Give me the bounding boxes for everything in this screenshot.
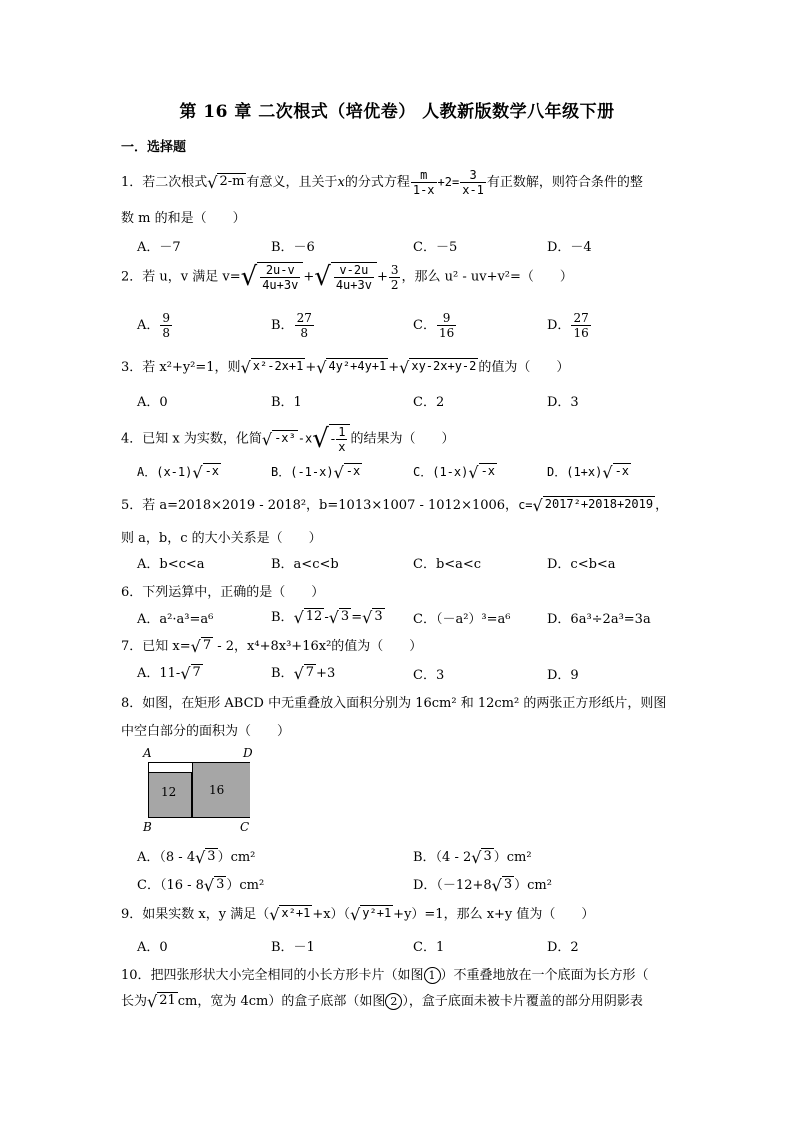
question-7-stem: [121, 635, 422, 656]
q1-fraction-2: $\frac{3}{x-1}$: [462, 168, 484, 197]
q6-option-d: D．6a³÷2a³=3a: [547, 612, 651, 627]
q4-option-b: B．(-1-x)√ -x: [271, 463, 361, 482]
question-10-stem: [121, 964, 649, 984]
q5-radical: √ 2017²+2018+2019: [532, 496, 654, 515]
q5-option-d: D．c<b<a: [547, 557, 616, 572]
q2-option-d: D． $\frac{27}{16}$: [547, 311, 589, 340]
q1-text-e: 有正数解，则符合条件的整: [486, 175, 643, 190]
circled-number-1: 1: [424, 967, 441, 984]
fig-label-b: B: [143, 820, 152, 834]
q6-option-a: A．a²·a³=a⁶: [137, 612, 214, 627]
q1-option-d: D．－4: [547, 240, 592, 255]
question-3-stem: 3．若 x²+y²=1，则√ x²-2x+1 +√ 4y²+4y+1 +√ xy-2x+y-2 的值为（ ）: [121, 358, 570, 377]
q3-option-c: C．2: [413, 395, 445, 410]
q2-option-a: A． $\frac{9}{8}$: [137, 311, 171, 340]
q4-text-a: 4．已知 x 为实数，化简: [121, 431, 262, 447]
q4-text-b: 的结果为（ ）: [350, 431, 455, 447]
square-12-label: 12: [161, 785, 177, 799]
q5-option-b: B．a<c<b: [271, 557, 339, 572]
q3-option-b: B．1: [271, 395, 302, 410]
q9-radical-2: √ y²+1: [350, 905, 392, 924]
question-1-stem: [121, 168, 643, 197]
q2-option-b: B． $\frac{27}{8}$: [271, 311, 312, 340]
q8-option-c: C．（16 - 8√ 3 ）cm²: [137, 876, 265, 895]
q9-text-c: +y）=1，那么 x+y 值为（ ）: [393, 907, 595, 922]
q1-text-d: +2=: [437, 175, 460, 189]
question-8-stem: 8．如图，在矩形 ABCD 中无重叠放入面积分别为 16cm² 和 12cm² 的两张正方形纸片，则图: [121, 696, 667, 711]
question-8-stem-line2: 中空白部分的面积为（ ）: [121, 724, 291, 739]
q10-text-b: ）不重叠地放在一个底面为长方形（: [440, 968, 649, 983]
q1-text-b: 有意义，且关于: [246, 175, 338, 190]
q7-text-b: - 2，x⁴+8x³+16x²的值为（ ）: [213, 639, 423, 654]
q7-text-a: 7．已知 x=: [121, 639, 191, 654]
q6-option-c: C．（－a²）³=a⁶: [413, 612, 511, 627]
q9-text-b: +x）（: [312, 907, 351, 922]
q9-option-c: C．1: [413, 940, 445, 955]
q2-text-a: 2．若 u，v 满足 v=: [121, 269, 241, 285]
q4-radical-2: √ - $\frac{1}{x}$: [312, 424, 350, 454]
q8-option-d: D．（－12+8√ 3 ）cm²: [413, 876, 552, 895]
q1-radical: √ 2-m: [207, 173, 245, 192]
q7-option-b: B．√ 7 +3: [271, 664, 336, 683]
question-10-stem-line2: [121, 990, 643, 1011]
q4-option-a: A．(x-1)√ -x: [137, 463, 220, 482]
q2-radical-1: √ $\frac{2u-v}{4u+3v}$: [241, 262, 304, 292]
section-heading: 一．选择题: [121, 140, 187, 155]
q7-radical: √ 7: [190, 637, 212, 656]
page-title: 第 16 章 二次根式（培优卷） 人教新版数学八年级下册: [179, 102, 615, 122]
q2-option-c: C． $\frac{9}{16}$: [413, 311, 455, 340]
q5-option-c: C．b<a<c: [413, 557, 482, 572]
q9-text-a: 9．如果实数 x，y 满足（: [121, 907, 270, 922]
question-4-stem: 4．已知 x 为实数，化简√ -x³ -x√ - $\frac{1}{x}$ 的结果为（ ）: [121, 424, 455, 454]
q10-text-d: cm，宽为 4cm）的盒子底部（如图: [177, 994, 386, 1009]
q7-option-a: A．11-√ 7: [137, 664, 201, 683]
q1-text-a: 1．若二次根式: [121, 175, 208, 190]
question-2-stem: 2．若 u，v 满足 v=√ $\frac{2u-v}{4u+3v}$ +√ $\frac{v-2u}{4u+3v}$ + $\frac{3}{2}$ ，那么 u² - uv+v²=（ ）: [121, 262, 573, 292]
q10-radical: √ 21: [147, 992, 176, 1011]
q7-option-d: D．9: [547, 668, 579, 683]
q1-text-c: 的分式方程: [344, 175, 410, 190]
q3-text-b: 的值为（ ）: [478, 360, 570, 375]
q8-option-a: A．（8 - 4√ 3 ）cm²: [137, 848, 256, 867]
q5-text-a: 5．若 a=2018×2019 - 2018²，b=1013×1007 - 1012×1006，: [121, 498, 519, 513]
q1-option-a: A．－7: [137, 240, 181, 255]
blank-strip: [149, 763, 192, 772]
question-5-stem: 5．若 a=2018×2019 - 2018²，b=1013×1007 - 1012×1006，c=√ 2017²+2018+2019 ，: [121, 496, 669, 515]
q3-radical-2: √ 4y²+4y+1: [316, 358, 387, 377]
q3-option-d: D．3: [547, 395, 579, 410]
square-16-label: 16: [209, 783, 225, 797]
q4-radical-1: √ -x³: [261, 429, 296, 449]
q9-option-a: A．0: [137, 940, 168, 955]
question-5-stem-line2: 则 a，b，c 的大小关系是（ ）: [121, 531, 322, 546]
q5-option-a: A．b<c<a: [137, 557, 205, 572]
q8-option-b: B．（4 - 2√ 3 ）cm²: [413, 848, 532, 867]
question-6-stem: 6．下列运算中，正确的是（ ）: [121, 585, 325, 600]
q2-text-b: ，那么 u² - uv+v²=（ ）: [401, 269, 573, 285]
fig-label-a: A: [143, 746, 152, 760]
q4-option-d: D．(1+x)√ -x: [547, 463, 630, 482]
q10-text-c: 长为: [121, 994, 148, 1009]
circled-number-2: 2: [385, 993, 402, 1010]
rectangle-figure: [148, 762, 250, 818]
q1-option-b: B．－6: [271, 240, 315, 255]
q10-text-a: 10．把四张形状大小完全相同的小长方形卡片（如图: [121, 968, 424, 983]
q1-option-c: C．－5: [413, 240, 458, 255]
fig-label-d: D: [243, 746, 253, 760]
q3-radical-3: √ xy-2x+y-2: [399, 358, 477, 377]
q7-option-c: C．3: [413, 668, 445, 683]
question-1-stem-line2: 数 m 的和是（ ）: [121, 211, 246, 226]
q3-text-a: 3．若 x²+y²=1，则: [121, 360, 241, 375]
fig-label-c: C: [240, 820, 250, 834]
q10-text-e: ），盒子底面未被卡片覆盖的部分用阴影表: [402, 994, 643, 1009]
q6-option-b: B．√ 12 -√ 3 =√ 3: [271, 608, 383, 627]
q9-radical-1: √ x²+1: [269, 905, 311, 924]
q3-option-a: A．0: [137, 395, 168, 410]
q4-option-c: C．(1-x)√ -x: [413, 463, 496, 482]
q1-var: x: [337, 175, 345, 190]
q9-option-b: B．－1: [271, 940, 315, 955]
q2-radical-2: √ $\frac{v-2u}{4u+3v}$: [314, 262, 377, 292]
q1-fraction-1: $\frac{m}{1-x}$: [412, 168, 435, 197]
q2-fraction: $\frac{3}{2}$: [390, 262, 399, 292]
q3-radical-1: √ x²-2x+1: [240, 358, 304, 377]
q9-option-d: D．2: [547, 940, 579, 955]
question-9-stem: [121, 903, 594, 924]
